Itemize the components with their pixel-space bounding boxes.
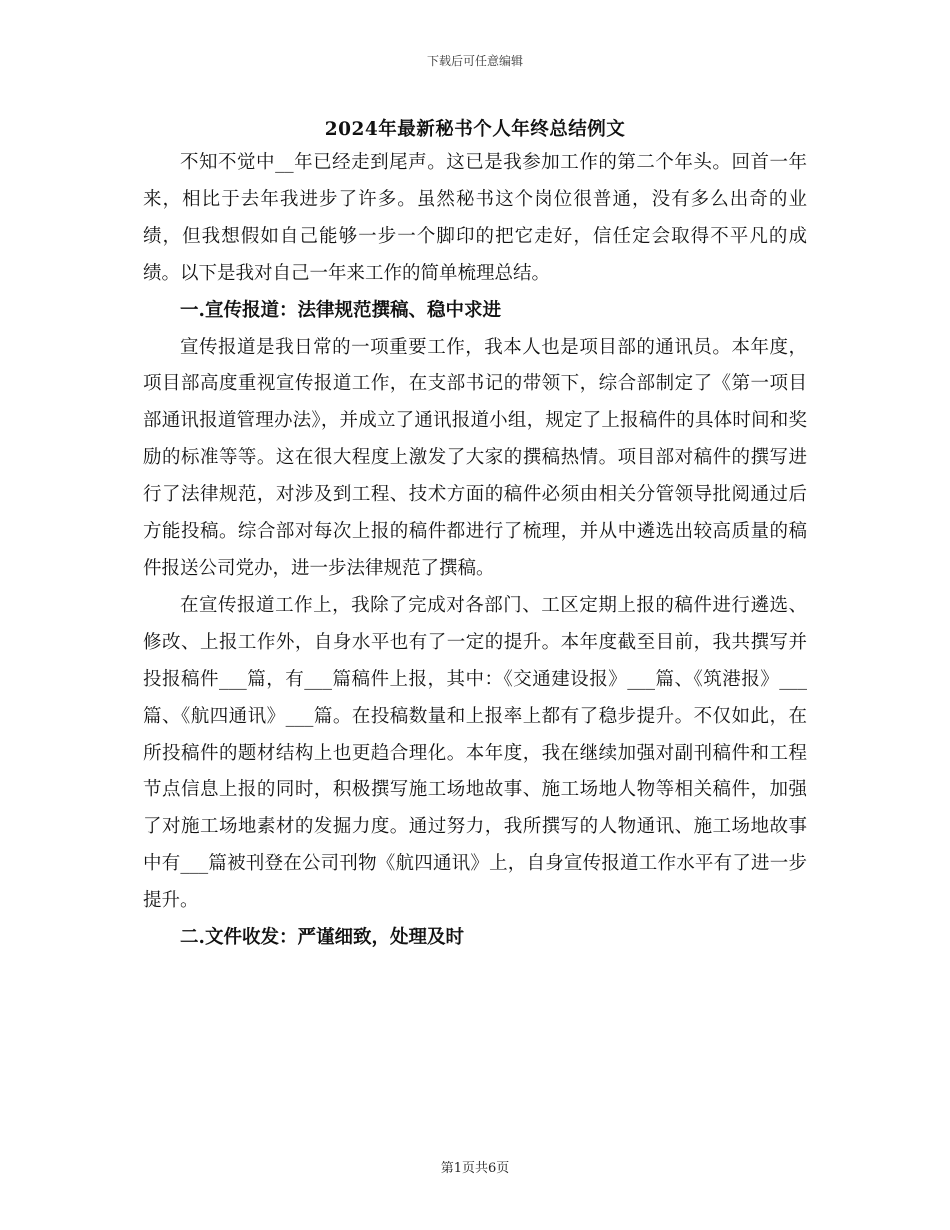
section-1-paragraph-1: 宣传报道是我日常的一项重要工作，我本人也是项目部的通讯员。本年度，项目部高度重视宣传报道工作，在支部书记的带领下，综合部制定了《第一项目部通讯报道管理办法》，并成立了通讯报道小组，规定了上报稿件的具体时间和奖励的标准等等。这在很大程度上激发了大家的撰稿热情。项目部对稿件的撰写进行了法律规范，对涉及到工程、技术方面的稿件必须由相关分管领导批阅通过后方能投稿。综合部对每次上报的稿件都进行了梳理，并从中遴选出较高质量的稿件报送公司党办，进一步法律规范了撰稿。 (143, 336, 807, 579)
document-title: 2024年最新秘书个人年终总结例文 (324, 119, 626, 140)
intro-paragraph: 不知不觉中__年已经走到尾声。这已是我参加工作的第二个年头。回首一年来，相比于去年我进步了许多。虽然秘书这个岗位很普通，没有多么出奇的业绩，但我想假如自己能够一步一个脚印的把它走好，信任定会取得不平凡的成绩。以下是我对自己一年来工作的简单梳理总结。 (143, 152, 807, 284)
section-1-paragraph-2: 在宣传报道工作上，我除了完成对各部门、工区定期上报的稿件进行遴选、修改、上报工作外，自身水平也有了一定的提升。本年度截至目前，我共撰写并投报稿件___篇，有___篇稿件上报，其中：《交通建设报》___篇、《筑港报》___篇、《航四通讯》___篇。在投稿数量和上报率上都有了稳步提升。不仅如此，在所投稿件的题材结构上也更趋合理化。本年度，我在继续加强对副刊稿件和工程节点信息上报的同时，积极撰写施工场地故事、施工场地人物等相关稿件，加强了对施工场地素材的发掘力度。通过努力，我所撰写的人物通讯、施工场地故事中有___篇被刊登在公司刊物《航四通讯》上，自身宣传报道工作水平有了进一步提升。 (143, 594, 807, 912)
document-body (143, 145, 807, 957)
section-2-heading: 二.文件收发：严谨细致，处理及时 (180, 927, 464, 949)
header-note: 下载后可任意编辑 (426, 54, 523, 68)
section-1-heading: 一.宣传报道：法律规范撰稿、稳中求进 (180, 299, 501, 321)
page-number: 第1页共6页 (440, 1161, 510, 1176)
